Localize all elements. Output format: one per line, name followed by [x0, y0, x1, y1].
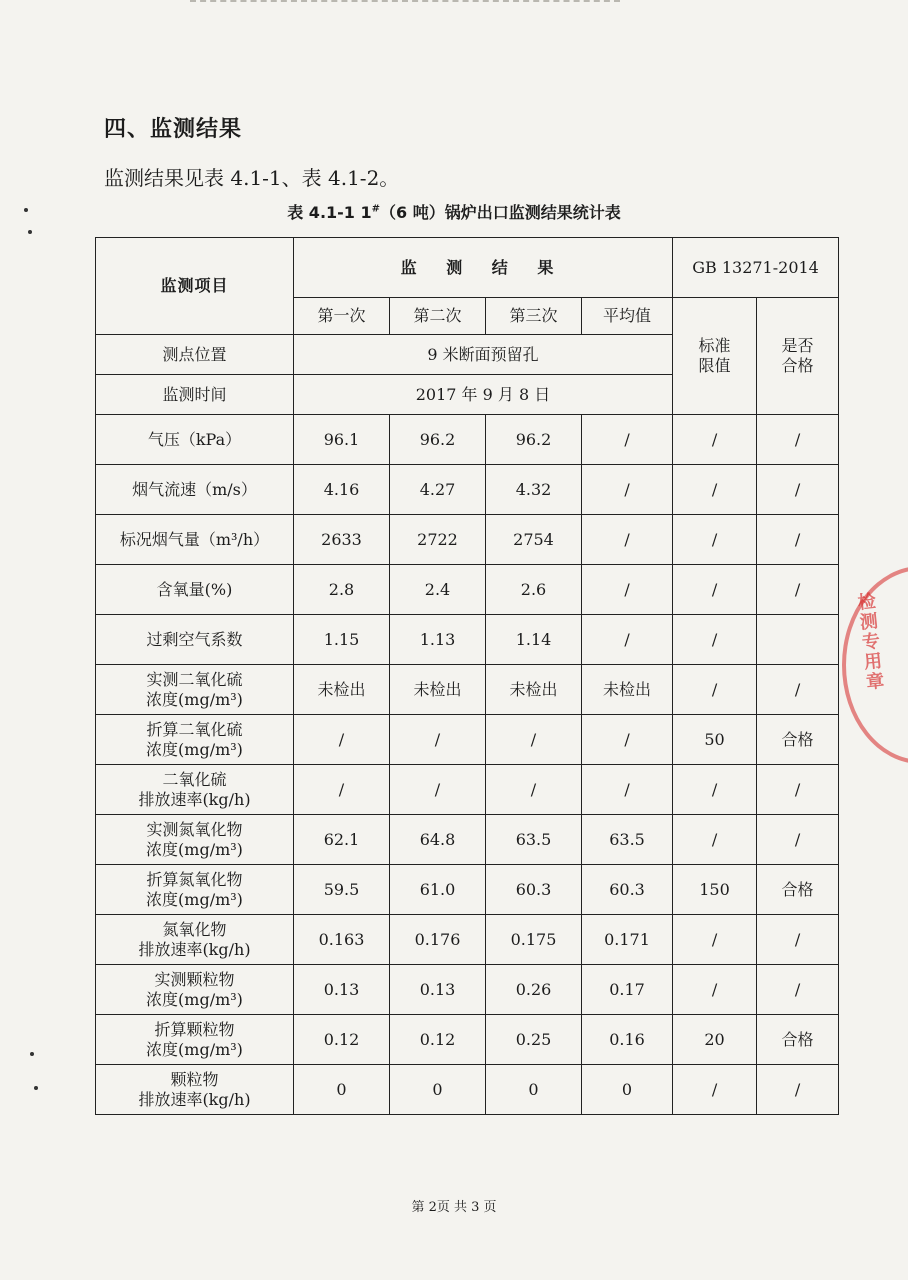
- row-label: [96, 615, 294, 665]
- cell-value: 0.17: [582, 965, 673, 1015]
- cell-value: 1.15: [294, 615, 390, 665]
- cell-value: 63.5: [486, 815, 582, 865]
- cell-value: 未检出: [390, 665, 486, 715]
- cell-value: 0: [294, 1065, 390, 1115]
- cell-value: /: [294, 715, 390, 765]
- row-label-line: 烟气流速（m/s）: [132, 479, 257, 499]
- cell-value: /: [757, 965, 839, 1015]
- table-row: [96, 665, 839, 715]
- cell-value: 60.3: [582, 865, 673, 915]
- standard-header: GB 13271-2014: [673, 238, 839, 298]
- cell-value: /: [757, 915, 839, 965]
- cell-value: 0.13: [294, 965, 390, 1015]
- cell-value: 4.16: [294, 465, 390, 515]
- row-label-line: 浓度(mg/m³): [146, 739, 243, 759]
- cell-value: 2633: [294, 515, 390, 565]
- cell-value: /: [582, 465, 673, 515]
- page-edge: [190, 0, 620, 4]
- cell-value: 4.27: [390, 465, 486, 515]
- location-label: 测点位置: [96, 335, 294, 375]
- cell-value: 1.14: [486, 615, 582, 665]
- cell-value: 2722: [390, 515, 486, 565]
- table-row: [96, 715, 839, 765]
- row-label-line: 标况烟气量（m³/h）: [119, 529, 270, 549]
- cell-value: /: [582, 615, 673, 665]
- cell-value: 4.32: [486, 465, 582, 515]
- cell-value: /: [757, 415, 839, 465]
- row-label: [96, 465, 294, 515]
- location-value: 9 米断面预留孔: [294, 335, 673, 375]
- row-label-line: 浓度(mg/m³): [146, 889, 243, 909]
- table-row: [96, 515, 839, 565]
- row-label: [96, 565, 294, 615]
- cell-value: 0.176: [390, 915, 486, 965]
- cell-value: /: [757, 665, 839, 715]
- row-label: [96, 415, 294, 465]
- cell-value: 合格: [757, 865, 839, 915]
- cell-value: 合格: [757, 715, 839, 765]
- stamp-text: 检测专用章: [853, 591, 886, 693]
- row-label: [96, 515, 294, 565]
- cell-value: 62.1: [294, 815, 390, 865]
- cell-value: /: [673, 965, 757, 1015]
- row-label-line: 浓度(mg/m³): [146, 989, 243, 1009]
- row-label: [96, 1015, 294, 1065]
- row-label-line: 折算氮氧化物: [146, 869, 243, 889]
- cell-value: /: [390, 715, 486, 765]
- cell-value: 60.3: [486, 865, 582, 915]
- cell-value: 64.8: [390, 815, 486, 865]
- row-label-line: 实测氮氧化物: [146, 819, 243, 839]
- row-label-line: 气压（kPa）: [147, 429, 242, 449]
- cell-value: 合格: [757, 1015, 839, 1065]
- cell-value: /: [673, 1065, 757, 1115]
- cell-value: 59.5: [294, 865, 390, 915]
- cell-value: 未检出: [582, 665, 673, 715]
- row-label: [96, 965, 294, 1015]
- run-header-1: 第一次: [294, 298, 390, 335]
- cell-value: 96.2: [390, 415, 486, 465]
- cell-value: /: [673, 665, 757, 715]
- cell-value: 0: [582, 1065, 673, 1115]
- cell-value: /: [757, 565, 839, 615]
- time-label: 监测时间: [96, 375, 294, 415]
- cell-value: 0.12: [294, 1015, 390, 1065]
- row-label: [96, 665, 294, 715]
- cell-value: 2754: [486, 515, 582, 565]
- cell-value: 63.5: [582, 815, 673, 865]
- row-label-line: 浓度(mg/m³): [146, 1039, 243, 1059]
- limit-header-line1: 标准: [698, 336, 731, 355]
- cell-value: /: [757, 1065, 839, 1115]
- cell-value: /: [757, 465, 839, 515]
- table-row: [96, 965, 839, 1015]
- limit-header: [673, 298, 757, 415]
- cell-value: 0.175: [486, 915, 582, 965]
- cell-value: [757, 615, 839, 665]
- caption-prefix: 表 4.1-1 1: [287, 203, 372, 222]
- cell-value: /: [673, 515, 757, 565]
- cell-value: /: [294, 765, 390, 815]
- cell-value: 0.12: [390, 1015, 486, 1065]
- caption-suffix: （6 吨）锅炉出口监测结果统计表: [380, 203, 621, 222]
- run-header-avg: 平均值: [582, 298, 673, 335]
- results-table: [95, 237, 839, 1115]
- binding-hole: [34, 1086, 38, 1090]
- cell-value: 2.6: [486, 565, 582, 615]
- row-label-line: 含氧量(%): [156, 579, 233, 599]
- cell-value: 1.13: [390, 615, 486, 665]
- cell-value: /: [673, 615, 757, 665]
- cell-value: 150: [673, 865, 757, 915]
- row-label-line: 排放速率(kg/h): [138, 939, 251, 959]
- row-label-line: 过剩空气系数: [146, 629, 243, 649]
- row-label-line: 氮氧化物: [162, 919, 227, 939]
- table-row: [96, 465, 839, 515]
- cell-value: 未检出: [294, 665, 390, 715]
- table-row: [96, 815, 839, 865]
- table-row: [96, 1015, 839, 1065]
- results-header: 监 测 结 果: [294, 238, 673, 298]
- row-label-line: 浓度(mg/m³): [146, 689, 243, 709]
- binding-hole: [28, 230, 32, 234]
- cell-value: /: [673, 765, 757, 815]
- cell-value: 0: [390, 1065, 486, 1115]
- cell-value: /: [673, 415, 757, 465]
- cell-value: /: [582, 515, 673, 565]
- cell-value: /: [673, 815, 757, 865]
- cell-value: 96.1: [294, 415, 390, 465]
- binding-hole: [30, 1052, 34, 1056]
- cell-value: 0.25: [486, 1015, 582, 1065]
- row-label: [96, 1065, 294, 1115]
- pass-header: [757, 298, 839, 415]
- cell-value: 50: [673, 715, 757, 765]
- row-label-line: 实测颗粒物: [154, 969, 235, 989]
- cell-value: 2.4: [390, 565, 486, 615]
- cell-value: 0.163: [294, 915, 390, 965]
- row-label-line: 颗粒物: [170, 1069, 219, 1089]
- table-row: [96, 415, 839, 465]
- limit-header-line2: 限值: [698, 356, 731, 375]
- cell-value: 2.8: [294, 565, 390, 615]
- cell-value: 0.13: [390, 965, 486, 1015]
- intro-text: 监测结果见表 4.1-1、表 4.1-2。: [104, 166, 400, 190]
- row-label: [96, 865, 294, 915]
- row-label-line: 实测二氧化硫: [146, 669, 243, 689]
- cell-value: 0: [486, 1065, 582, 1115]
- cell-value: 0.171: [582, 915, 673, 965]
- section-heading: 四、监测结果: [104, 117, 243, 142]
- row-label: [96, 815, 294, 865]
- run-header-3: 第三次: [486, 298, 582, 335]
- cell-value: /: [673, 915, 757, 965]
- row-label: [96, 765, 294, 815]
- cell-value: /: [486, 715, 582, 765]
- caption-sup: #: [371, 203, 381, 215]
- row-label-line: 折算二氧化硫: [146, 719, 243, 739]
- row-label-line: 排放速率(kg/h): [138, 1089, 251, 1109]
- cell-value: /: [757, 815, 839, 865]
- row-label: [96, 715, 294, 765]
- cell-value: /: [757, 765, 839, 815]
- cell-value: 20: [673, 1015, 757, 1065]
- item-header: 监测项目: [96, 238, 294, 335]
- cell-value: /: [582, 565, 673, 615]
- cell-value: 0.16: [582, 1015, 673, 1065]
- cell-value: 0.26: [486, 965, 582, 1015]
- cell-value: /: [582, 715, 673, 765]
- table-row: [96, 865, 839, 915]
- row-label-line: 浓度(mg/m³): [146, 839, 243, 859]
- row-label-line: 折算颗粒物: [154, 1019, 235, 1039]
- cell-value: /: [486, 765, 582, 815]
- cell-value: 61.0: [390, 865, 486, 915]
- row-label-line: 排放速率(kg/h): [138, 789, 251, 809]
- table-row: [96, 915, 839, 965]
- table-row: [96, 1065, 839, 1115]
- cell-value: /: [673, 565, 757, 615]
- cell-value: /: [757, 515, 839, 565]
- table-row: [96, 565, 839, 615]
- row-label-line: 二氧化硫: [162, 769, 227, 789]
- page-footer: 第 2页 共 3 页: [411, 1200, 497, 1215]
- pass-header-line1: 是否: [781, 336, 814, 355]
- time-value: 2017 年 9 月 8 日: [294, 375, 673, 415]
- table-row: [96, 765, 839, 815]
- cell-value: /: [673, 465, 757, 515]
- pass-header-line2: 合格: [781, 356, 814, 375]
- table-row: [96, 615, 839, 665]
- binding-hole: [24, 208, 28, 212]
- cell-value: /: [582, 415, 673, 465]
- cell-value: /: [582, 765, 673, 815]
- run-header-2: 第二次: [390, 298, 486, 335]
- row-label: [96, 915, 294, 965]
- cell-value: 96.2: [486, 415, 582, 465]
- cell-value: /: [390, 765, 486, 815]
- table-caption: [0, 200, 908, 223]
- cell-value: 未检出: [486, 665, 582, 715]
